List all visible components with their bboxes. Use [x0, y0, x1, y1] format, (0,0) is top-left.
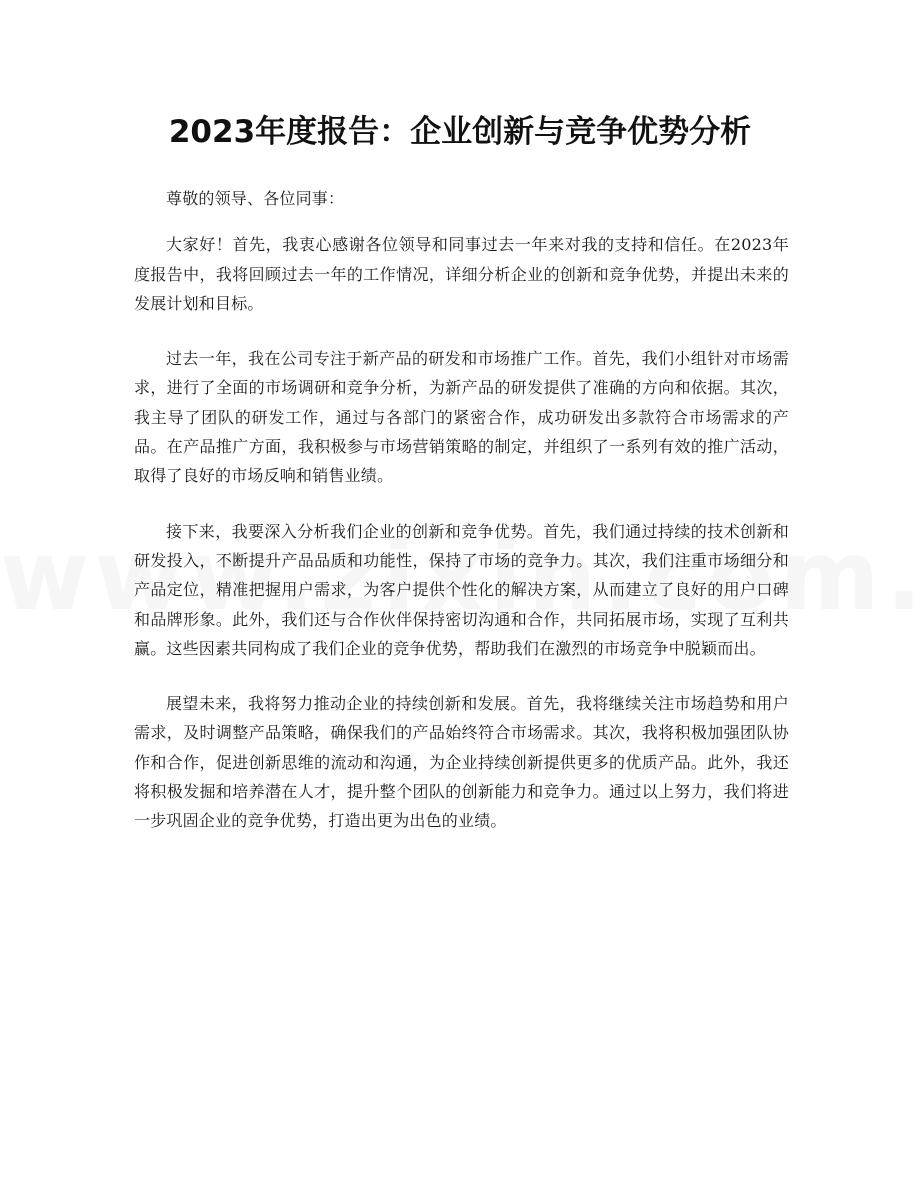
intro-paragraph: 大家好！首先，我衷心感谢各位领导和同事过去一年来对我的支持和信任。在2023年度报告中，我将回顾过去一年的工作情况，详细分析企业的创新和竞争优势，并提出未来的发展计划和目标。 — [134, 235, 789, 313]
work-review-paragraph: 过去一年，我在公司专注于新产品的研发和市场推广工作。首先，我们小组针对市场需求，进行了全面的市场调研和竞争分析，为新产品的研发提供了准确的方向和依据。其次，我主导了团队的研发工作，通过与各部门的紧密合作，成功研发出多款符合市场需求的产品。在产品推广方面，我积极参与市场营销策略的制定，并组织了一系列有效的推广活动，取得了良好的市场反响和销售业绩。 — [134, 349, 789, 486]
document-title: 2023年度报告：企业创新与竞争优势分析 — [168, 114, 752, 150]
advantage-analysis-paragraph: 接下来，我要深入分析我们企业的创新和竞争优势。首先，我们通过持续的技术创新和研发投入，不断提升产品品质和功能性，保持了市场的竞争力。其次，我们注重市场细分和产品定位，精准把握用户需求，为客户提供个性化的解决方案，从而建立了良好的用户口碑和品牌形象。此外，我们还与合作伙伴保持密切沟通和合作，共同拓展市场，实现了互利共赢。这些因素共同构成了我们企业的竞争优势，帮助我们在激烈的市场竞争中脱颖而出。 — [134, 521, 789, 658]
document-body — [134, 184, 789, 862]
salutation-paragraph: 尊敬的领导、各位同事： — [166, 189, 345, 208]
future-plan-paragraph: 展望未来，我将努力推动企业的持续创新和发展。首先，我将继续关注市场趋势和用户需求，及时调整产品策略，确保我们的产品始终符合市场需求。其次，我将积极加强团队协作和合作，促进创新思维的流动和沟通，为企业持续创新提供更多的优质产品。此外，我还将积极发掘和培养潜在人才，提升整个团队的创新能力和竞争力。通过以上努力，我们将进一步巩固企业的竞争优势，打造出更为出色的业绩。 — [134, 694, 789, 831]
